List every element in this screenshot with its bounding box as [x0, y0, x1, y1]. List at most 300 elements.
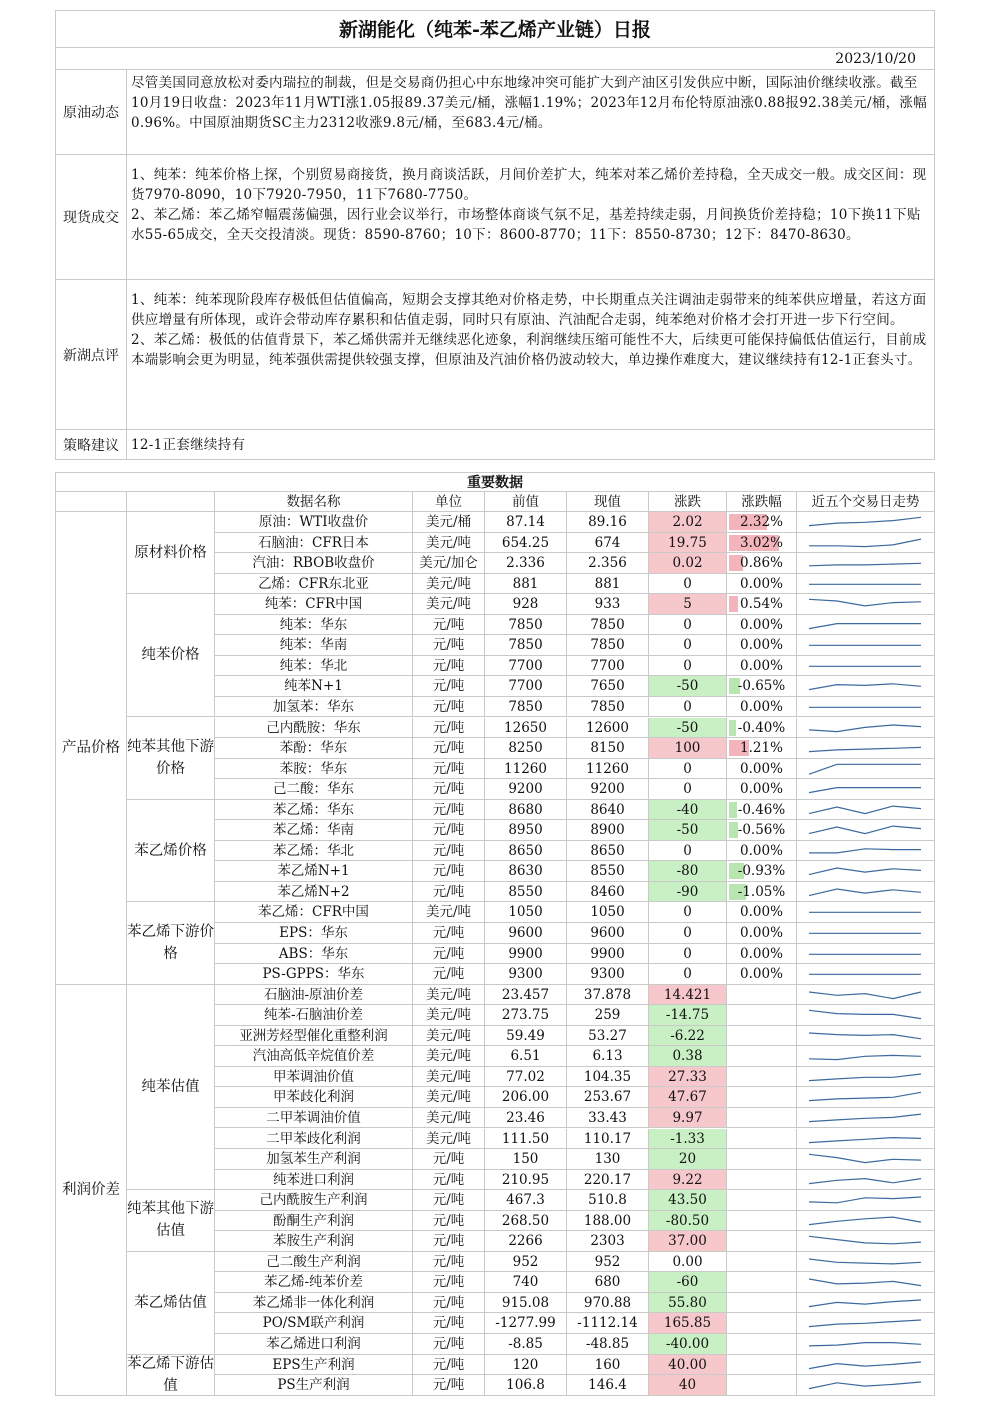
pct-value: -0.65% [737, 678, 786, 695]
row-pct [727, 923, 797, 944]
row-chg: 0 [649, 656, 727, 677]
trend-sparkline [797, 902, 935, 923]
row-chg: -50 [649, 718, 727, 739]
row-chg: 0 [649, 944, 727, 965]
group-label: 纯苯估值 [127, 985, 215, 1191]
row-chg: -90 [649, 882, 727, 903]
row-name: 纯苯：CFR中国 [215, 594, 413, 615]
row-unit: 美元/吨 [413, 1108, 485, 1129]
row-prev: 273.75 [485, 1005, 567, 1026]
trend-sparkline [797, 841, 935, 862]
pct-value: -0.40% [737, 719, 786, 736]
row-pct [727, 779, 797, 800]
row-unit: 元/吨 [413, 676, 485, 697]
row-cur: 33.43 [567, 1108, 649, 1129]
trend-sparkline [797, 779, 935, 800]
row-unit: 元/吨 [413, 1313, 485, 1334]
row-chg: 47.67 [649, 1087, 727, 1108]
sparkline-path [809, 788, 921, 793]
sparkline-svg [805, 923, 925, 944]
row-pct [727, 1375, 797, 1396]
row-pct [727, 1129, 797, 1150]
row-cur: 11260 [567, 759, 649, 780]
pct-value: 3.02% [740, 534, 783, 551]
row-prev: 23.46 [485, 1108, 567, 1129]
sparkline-path [809, 1137, 921, 1142]
trend-sparkline [797, 923, 935, 944]
row-pct [727, 697, 797, 718]
row-unit: 元/吨 [413, 759, 485, 780]
row-pct [727, 1231, 797, 1252]
sparkline-path [809, 1320, 921, 1327]
row-cur: 53.27 [567, 1026, 649, 1047]
sparkline-path [809, 889, 921, 896]
row-prev: 928 [485, 594, 567, 615]
category-label: 产品价格 [55, 512, 127, 985]
row-unit: 元/吨 [413, 697, 485, 718]
row-chg: 5 [649, 594, 727, 615]
row-chg: 0.00 [649, 1252, 727, 1273]
row-name: 苯乙烯非一体化利润 [215, 1293, 413, 1314]
row-cur: 160 [567, 1355, 649, 1376]
row-pct [727, 656, 797, 677]
row-unit: 元/吨 [413, 820, 485, 841]
row-unit: 元/吨 [413, 944, 485, 965]
row-prev: 881 [485, 574, 567, 595]
sparkline-svg [805, 944, 925, 965]
row-prev: 2.336 [485, 553, 567, 574]
row-chg: -6.22 [649, 1026, 727, 1047]
table-header-row [55, 492, 935, 512]
row-chg: 37.00 [649, 1231, 727, 1252]
sparkline-svg [805, 1334, 925, 1355]
row-name: 汽油高低辛烷值价差 [215, 1046, 413, 1067]
sparkline-svg [805, 759, 925, 780]
row-cur: 104.35 [567, 1067, 649, 1088]
header-prev: 前值 [485, 492, 567, 512]
trend-sparkline [797, 1129, 935, 1150]
row-unit: 美元/吨 [413, 1087, 485, 1108]
row-cur: 259 [567, 1005, 649, 1026]
row-pct [727, 1067, 797, 1088]
pct-databar [729, 822, 738, 838]
row-chg: -50 [649, 820, 727, 841]
row-unit: 美元/吨 [413, 1067, 485, 1088]
sparkline-path [809, 1074, 921, 1081]
sparkline-svg [805, 1375, 925, 1396]
row-name: 石脑油：CFR日本 [215, 533, 413, 554]
row-cur: 7850 [567, 615, 649, 636]
row-name: 苯乙烯：华南 [215, 820, 413, 841]
row-pct [727, 1046, 797, 1067]
row-prev: 111.50 [485, 1129, 567, 1150]
row-prev: 206.00 [485, 1087, 567, 1108]
row-prev: 12650 [485, 718, 567, 739]
trend-sparkline [797, 553, 935, 574]
row-unit: 元/吨 [413, 1170, 485, 1191]
row-prev: 8250 [485, 738, 567, 759]
sparkline-svg [805, 985, 925, 1006]
row-prev: 9900 [485, 944, 567, 965]
strategy-text: 12-1正套继续持有 [127, 430, 935, 460]
row-prev: 120 [485, 1355, 567, 1376]
row-unit: 美元/吨 [413, 1129, 485, 1150]
row-chg: -80.50 [649, 1211, 727, 1232]
sparkline-svg [805, 1108, 925, 1129]
row-pct [727, 1293, 797, 1314]
row-cur: 9200 [567, 779, 649, 800]
sparkline-svg [805, 882, 925, 903]
row-pct [727, 759, 797, 780]
row-prev: -8.85 [485, 1334, 567, 1355]
row-name: 苯胺生产利润 [215, 1231, 413, 1252]
sparkline-svg [805, 1067, 925, 1088]
row-prev: 915.08 [485, 1293, 567, 1314]
row-cur: 8900 [567, 820, 649, 841]
row-cur: 8640 [567, 800, 649, 821]
strategy-label: 策略建议 [55, 430, 127, 460]
trend-sparkline [797, 676, 935, 697]
row-name: PS生产利润 [215, 1375, 413, 1396]
header-blank-group [127, 492, 215, 512]
trend-sparkline [797, 1272, 935, 1293]
row-cur: 7700 [567, 656, 649, 677]
row-chg: 0.02 [649, 553, 727, 574]
trend-sparkline [797, 800, 935, 821]
row-name: 己内酰胺：华东 [215, 718, 413, 739]
row-pct [727, 1190, 797, 1211]
row-cur: 37.878 [567, 985, 649, 1006]
row-name: 二甲苯调油价值 [215, 1108, 413, 1129]
row-chg: -14.75 [649, 1005, 727, 1026]
row-name: 亚洲芳烃型催化重整利润 [215, 1026, 413, 1047]
row-prev: 11260 [485, 759, 567, 780]
trend-sparkline [797, 1355, 935, 1376]
row-unit: 元/吨 [413, 738, 485, 759]
row-cur: 253.67 [567, 1087, 649, 1108]
row-name: 纯苯-石脑油价差 [215, 1005, 413, 1026]
row-unit: 美元/吨 [413, 574, 485, 595]
row-unit: 元/吨 [413, 1252, 485, 1273]
row-pct [727, 574, 797, 595]
sparkline-path [809, 539, 921, 547]
row-unit: 美元/吨 [413, 1046, 485, 1067]
row-cur: 7650 [567, 676, 649, 697]
row-chg: 0 [649, 574, 727, 595]
row-pct [727, 1211, 797, 1232]
sparkline-svg [805, 964, 925, 985]
row-prev: 59.49 [485, 1026, 567, 1047]
sparkline-path [809, 1343, 921, 1346]
row-prev: 268.50 [485, 1211, 567, 1232]
header-name: 数据名称 [215, 492, 413, 512]
row-unit: 元/吨 [413, 882, 485, 903]
report-title: 新湖能化（纯苯-苯乙烯产业链）日报 [55, 10, 935, 48]
row-name: 加氢苯生产利润 [215, 1149, 413, 1170]
key-data-title: 重要数据 [55, 472, 935, 492]
row-pct [727, 1313, 797, 1334]
sparkline-svg [805, 1149, 925, 1170]
trend-sparkline [797, 1293, 935, 1314]
row-name: 己二酸生产利润 [215, 1252, 413, 1273]
sparkline-svg [805, 800, 925, 821]
row-cur: -1112.14 [567, 1313, 649, 1334]
trend-sparkline [797, 1375, 935, 1396]
spot-text-styrene: 2、苯乙烯：苯乙烯窄幅震荡偏强，因行业会议举行，市场整体商谈气氛不足，基差持续走弱，月间换货价差持稳；10下换11下贴水55-65成交，全天交投清淡。现货：8590-8760；10下：8600-8770；11下：8550-8730；12下：8470-8630。 [131, 207, 921, 243]
sparkline-path [809, 806, 921, 814]
sparkline-path [809, 517, 921, 525]
trend-sparkline [797, 615, 935, 636]
row-pct [727, 594, 797, 615]
spot-label: 现货成交 [55, 155, 127, 280]
sparkline-path [809, 1382, 921, 1389]
trend-sparkline [797, 718, 935, 739]
sparkline-path [809, 1279, 921, 1286]
row-cur: 110.17 [567, 1129, 649, 1150]
comment-text [127, 280, 935, 430]
row-name: 原油：WTI收盘价 [215, 512, 413, 533]
sparkline-svg [805, 902, 925, 923]
trend-sparkline [797, 1087, 935, 1108]
trend-sparkline [797, 1252, 935, 1273]
row-unit: 元/吨 [413, 923, 485, 944]
row-prev: 7850 [485, 615, 567, 636]
group-label: 纯苯价格 [127, 594, 215, 717]
comment-label: 新湖点评 [55, 280, 127, 430]
row-cur: 8460 [567, 882, 649, 903]
sparkline-path [809, 563, 921, 566]
pct-databar [729, 596, 738, 612]
row-unit: 美元/吨 [413, 1026, 485, 1047]
row-name: EPS：华东 [215, 923, 413, 944]
trend-sparkline [797, 1190, 935, 1211]
row-cur: 89.16 [567, 512, 649, 533]
group-label: 纯苯其他下游价格 [127, 718, 215, 800]
row-prev: 952 [485, 1252, 567, 1273]
row-cur: 12600 [567, 718, 649, 739]
row-chg: 19.75 [649, 533, 727, 554]
row-name: 苯乙烯N+2 [215, 882, 413, 903]
sparkline-path [809, 826, 921, 834]
sparkline-path [809, 849, 921, 853]
row-cur: 510.8 [567, 1190, 649, 1211]
row-name: 石脑油-原油价差 [215, 985, 413, 1006]
row-chg: 0.38 [649, 1046, 727, 1067]
row-chg: 27.33 [649, 1067, 727, 1088]
row-cur: 2303 [567, 1231, 649, 1252]
row-cur: 674 [567, 533, 649, 554]
sparkline-svg [805, 1129, 925, 1150]
row-prev: 7700 [485, 656, 567, 677]
sparkline-svg [805, 1046, 925, 1067]
row-chg: 0 [649, 902, 727, 923]
sparkline-path [809, 623, 921, 628]
row-prev: 6.51 [485, 1046, 567, 1067]
pct-value: 0.00% [740, 925, 783, 941]
row-pct [727, 718, 797, 739]
trend-sparkline [797, 1046, 935, 1067]
sparkline-svg [805, 1170, 925, 1191]
row-chg: 0 [649, 964, 727, 985]
spot-text-styrene-benzene: 1、纯苯：纯苯价格上探，个别贸易商接货，换月商谈活跃，月间价差扩大，纯苯对苯乙烯价差持稳，全天成交一般。成交区间：现货7970-8090，10下7920-7950，11下7680-7750。 [131, 167, 927, 203]
trend-sparkline [797, 512, 935, 533]
row-unit: 元/吨 [413, 656, 485, 677]
sparkline-svg [805, 1252, 925, 1273]
sparkline-path [809, 764, 921, 774]
row-prev: 23.457 [485, 985, 567, 1006]
row-pct [727, 861, 797, 882]
row-chg: 40 [649, 1375, 727, 1396]
row-unit: 元/吨 [413, 635, 485, 656]
row-pct [727, 1026, 797, 1047]
sparkline-svg [805, 1005, 925, 1026]
row-name: 甲苯歧化利润 [215, 1087, 413, 1108]
row-cur: 1050 [567, 902, 649, 923]
row-name: 乙烯：CFR东北亚 [215, 574, 413, 595]
row-name: 二甲苯歧化利润 [215, 1129, 413, 1150]
sparkline-svg [805, 553, 925, 574]
row-prev: 106.8 [485, 1375, 567, 1396]
row-prev: 7850 [485, 697, 567, 718]
row-cur: 220.17 [567, 1170, 649, 1191]
pct-value: 1.21% [740, 740, 783, 757]
row-cur: 9600 [567, 923, 649, 944]
trend-sparkline [797, 861, 935, 882]
row-prev: 8550 [485, 882, 567, 903]
row-name: 苯乙烯进口利润 [215, 1334, 413, 1355]
row-name: 苯乙烯：华北 [215, 841, 413, 862]
group-label: 苯乙烯价格 [127, 800, 215, 903]
trend-sparkline [797, 738, 935, 759]
sparkline-svg [805, 1190, 925, 1211]
sparkline-path [809, 868, 921, 875]
sparkline-svg [805, 697, 925, 718]
row-prev: 8630 [485, 861, 567, 882]
row-unit: 元/吨 [413, 1293, 485, 1314]
sparkline-svg [805, 1355, 925, 1376]
row-prev: 9200 [485, 779, 567, 800]
row-prev: 8650 [485, 841, 567, 862]
sparkline-svg [805, 512, 925, 533]
row-chg: 165.85 [649, 1313, 727, 1334]
row-pct [727, 1355, 797, 1376]
header-trend: 近五个交易日走势 [797, 492, 935, 512]
row-chg: 40.00 [649, 1355, 727, 1376]
sparkline-svg [805, 1211, 925, 1232]
pct-value: 0.00% [740, 616, 783, 633]
pct-value: 0.54% [740, 596, 783, 613]
row-name: 苯乙烯：华东 [215, 800, 413, 821]
row-name: 苯乙烯N+1 [215, 861, 413, 882]
row-unit: 美元/吨 [413, 1005, 485, 1026]
comment-text-benzene: 1、纯苯：纯苯现阶段库存极低但估值偏高，短期会支撑其绝对价格走势，中长期重点关注调油走弱带来的纯苯供应增量，若这方面供应增量有所体现，或许会带动库存累积和估值走弱，同时只有原油、汽油配合走弱，纯苯绝对价格才会打开进一步下行空间。 [131, 292, 927, 328]
row-chg: 0 [649, 615, 727, 636]
sparkline-svg [805, 635, 925, 656]
row-prev: 740 [485, 1272, 567, 1293]
sparkline-svg [805, 615, 925, 636]
row-name: 纯苯：华北 [215, 656, 413, 677]
comment-text-styrene: 2、苯乙烯：极低的估值背景下，苯乙烯供需并无继续恶化迹象，利润继续压缩可能性不大，后续更可能保持偏低估值运行，目前成本端影响会更为明显，纯苯强供需提供较强支撑，但原油及汽油价格仍波动较大，单边操作难度大，建议继续持有12-1正套头寸。 [131, 332, 927, 368]
row-pct [727, 800, 797, 821]
pct-value: 0.00% [740, 904, 783, 921]
row-cur: 680 [567, 1272, 649, 1293]
row-cur: 8550 [567, 861, 649, 882]
row-prev: 8950 [485, 820, 567, 841]
pct-databar [729, 802, 737, 818]
row-cur: 7850 [567, 697, 649, 718]
sparkline-path [809, 1114, 921, 1122]
pct-value: 0.00% [740, 842, 783, 859]
row-cur: 9900 [567, 944, 649, 965]
row-chg: -1.33 [649, 1129, 727, 1150]
crude-text: 尽管美国同意放松对委内瑞拉的制裁，但是交易商仍担心中东地缘冲突可能扩大到产油区引发供应中断，国际油价继续收涨。截至10月19日收盘：2023年11月WTI涨1.05报89.37美元/桶，涨幅1.19%；2023年12月布伦特原油涨0.88报92.38美元/桶，涨幅0.96%。中国原油期货SC主力2312收涨9.8元/桶，至683.4元/桶。 [127, 70, 935, 155]
row-pct [727, 553, 797, 574]
row-prev: 9600 [485, 923, 567, 944]
sparkline-svg [805, 779, 925, 800]
pct-value: 0.00% [740, 945, 783, 962]
row-cur: 8150 [567, 738, 649, 759]
sparkline-svg [805, 718, 925, 739]
row-pct [727, 944, 797, 965]
row-pct [727, 1108, 797, 1129]
header-chg: 涨跌 [649, 492, 727, 512]
pct-value: 0.00% [740, 575, 783, 592]
row-cur: 970.88 [567, 1293, 649, 1314]
row-chg: -50 [649, 676, 727, 697]
sparkline-path [809, 1259, 921, 1264]
row-unit: 元/吨 [413, 800, 485, 821]
group-label: 原材料价格 [127, 512, 215, 594]
row-unit: 美元/吨 [413, 533, 485, 554]
row-prev: 467.3 [485, 1190, 567, 1211]
row-prev: 654.25 [485, 533, 567, 554]
row-name: 纯苯：华东 [215, 615, 413, 636]
row-cur: 6.13 [567, 1046, 649, 1067]
sparkline-path [809, 1010, 921, 1018]
trend-sparkline [797, 635, 935, 656]
sparkline-svg [805, 574, 925, 595]
row-name: 纯苯：华南 [215, 635, 413, 656]
sparkline-path [809, 747, 921, 751]
row-cur: 146.4 [567, 1375, 649, 1396]
row-name: 苯乙烯-纯苯价差 [215, 1272, 413, 1293]
pct-value: 0.00% [740, 966, 783, 983]
row-cur: -48.85 [567, 1334, 649, 1355]
row-cur: 130 [567, 1149, 649, 1170]
pct-value: -0.46% [737, 801, 786, 818]
row-name: 汽油：RBOB收盘价 [215, 553, 413, 574]
row-pct [727, 882, 797, 903]
row-cur: 9300 [567, 964, 649, 985]
row-pct [727, 841, 797, 862]
group-label: 纯苯其他下游估值 [127, 1190, 215, 1252]
row-pct [727, 676, 797, 697]
row-unit: 元/吨 [413, 964, 485, 985]
sparkline-svg [805, 1026, 925, 1047]
row-pct [727, 1334, 797, 1355]
row-unit: 元/吨 [413, 1231, 485, 1252]
header-pct: 涨跌幅 [727, 492, 797, 512]
row-unit: 元/吨 [413, 1355, 485, 1376]
row-unit: 美元/吨 [413, 902, 485, 923]
pct-value: 2.32% [740, 514, 783, 530]
pct-value: 0.00% [740, 657, 783, 674]
pct-value: -0.93% [737, 863, 786, 880]
crude-label: 原油动态 [55, 70, 127, 155]
row-cur: 952 [567, 1252, 649, 1273]
row-name: 苯酚：华东 [215, 738, 413, 759]
trend-sparkline [797, 1231, 935, 1252]
